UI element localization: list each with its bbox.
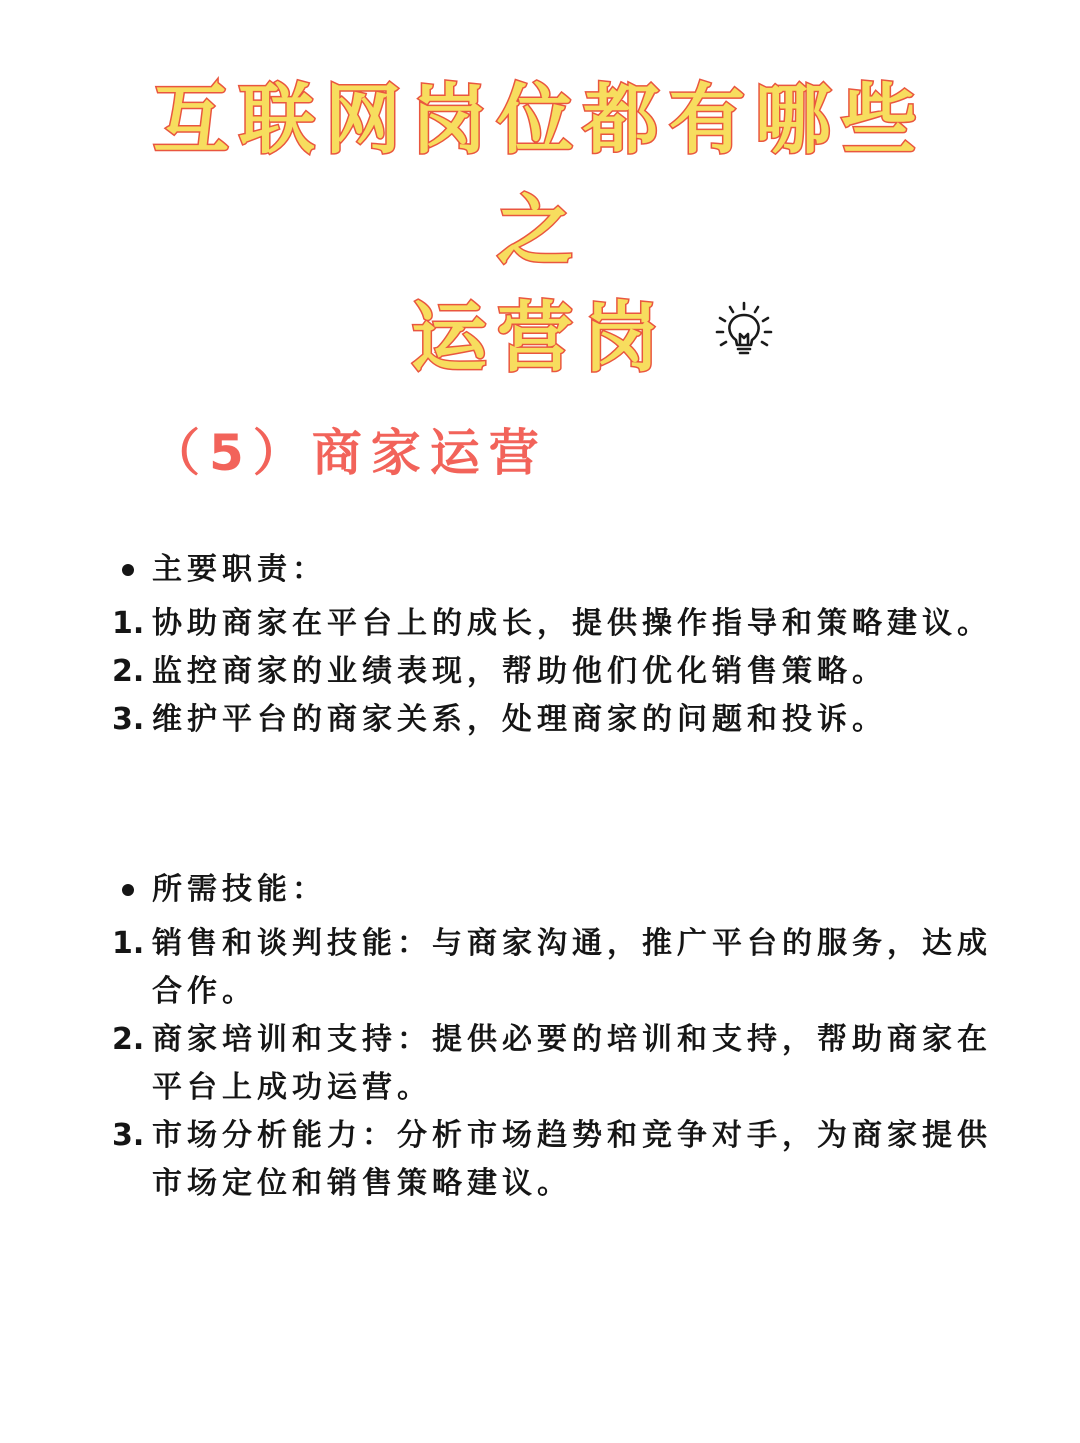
list-item-text: 市场分析能力：分析市场趋势和竞争对手，为商家提供市场定位和销售策略建议。 [152, 1118, 992, 1201]
list-item-text: 协助商家在平台上的成长，提供操作指导和策略建议。 [152, 606, 992, 641]
list-item-number: 1. [112, 606, 145, 641]
list-item-text: 监控商家的业绩表现，帮助他们优化销售策略。 [152, 654, 887, 689]
bullet-icon [122, 884, 134, 896]
page-title-line1: 互联网岗位都有哪些 [153, 75, 927, 164]
skills-section [112, 872, 1002, 1208]
list-item [112, 600, 1002, 648]
duties-list [112, 600, 1002, 744]
skills-title [112, 872, 1002, 908]
list-item [112, 648, 1002, 696]
list-item-text: 维护平台的商家关系，处理商家的问题和投诉。 [152, 702, 887, 737]
list-item-text: 商家培训和支持：提供必要的培训和支持，帮助商家在平台上成功运营。 [152, 1022, 992, 1105]
list-item [112, 920, 1002, 1016]
list-item-number: 3. [112, 702, 145, 737]
duties-title-text: 主要职责： [152, 552, 327, 587]
bullet-icon [122, 564, 134, 576]
list-item-text: 销售和谈判技能：与商家沟通，推广平台的服务，达成合作。 [152, 926, 992, 1009]
list-item-number: 1. [112, 926, 145, 961]
duties-section [112, 552, 1002, 744]
lightbulb-icon [712, 300, 776, 364]
page-title-line2: 之 [497, 186, 583, 275]
skills-list [112, 920, 1002, 1208]
list-item [112, 1112, 1002, 1208]
list-item-number: 2. [112, 1022, 145, 1057]
list-item [112, 696, 1002, 744]
duties-title [112, 552, 1002, 588]
page-title-line3: 运营岗 [411, 293, 669, 382]
section-heading: （5）商家运营 [150, 424, 548, 482]
list-item [112, 1016, 1002, 1112]
list-item-number: 3. [112, 1118, 145, 1153]
list-item-number: 2. [112, 654, 145, 689]
skills-title-text: 所需技能： [152, 872, 327, 907]
